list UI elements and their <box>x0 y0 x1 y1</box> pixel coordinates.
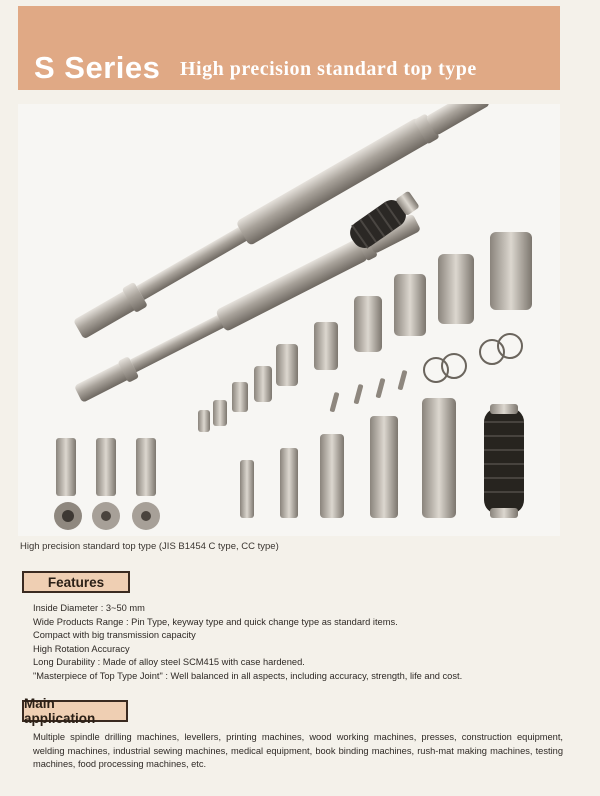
universal-joint-small-set <box>56 438 156 496</box>
product-photo <box>18 104 560 536</box>
feature-item: Wide Products Range : Pin Type, keyway type and quick change type as standard items. <box>33 616 398 627</box>
features-heading: Features <box>22 571 130 593</box>
joint-end-views <box>54 502 160 530</box>
main-application-text: Multiple spindle drilling machines, levellers, printing machines, wood working machines, presses, construction equipment, welding machines, industrial sewing machines, medical equipment, book binding machines, rush-mat making machines, testing machines, food processing machines, etc. <box>33 732 563 769</box>
feature-item: High Rotation Accuracy <box>33 643 130 654</box>
bellows-cover-large <box>484 404 524 518</box>
feature-item: "Masterpiece of Top Type Joint" : Well balanced in all aspects, including accuracy, strength, life and cost. <box>33 670 463 681</box>
main-application-heading: Main application <box>22 700 128 722</box>
feature-item: Compact with big transmission capacity <box>33 630 196 640</box>
joint-pins <box>329 370 407 413</box>
retaining-rings <box>424 334 522 382</box>
title-banner <box>18 6 560 90</box>
universal-joint-row-standing <box>240 398 456 518</box>
series-subtitle: High precision standard top type <box>180 58 477 80</box>
feature-item: Long Durability : Made of alloy steel SCM415 with case hardened. <box>33 657 305 667</box>
photo-caption: High precision standard top type (JIS B1454 C type, CC type) <box>20 541 279 552</box>
features-list <box>33 602 462 683</box>
universal-joint-row-angled <box>198 232 532 432</box>
telescopic-joint-large <box>71 104 492 342</box>
feature-item: Inside Diameter : 3~50 mm <box>33 603 145 613</box>
series-title: S Series <box>34 50 161 85</box>
